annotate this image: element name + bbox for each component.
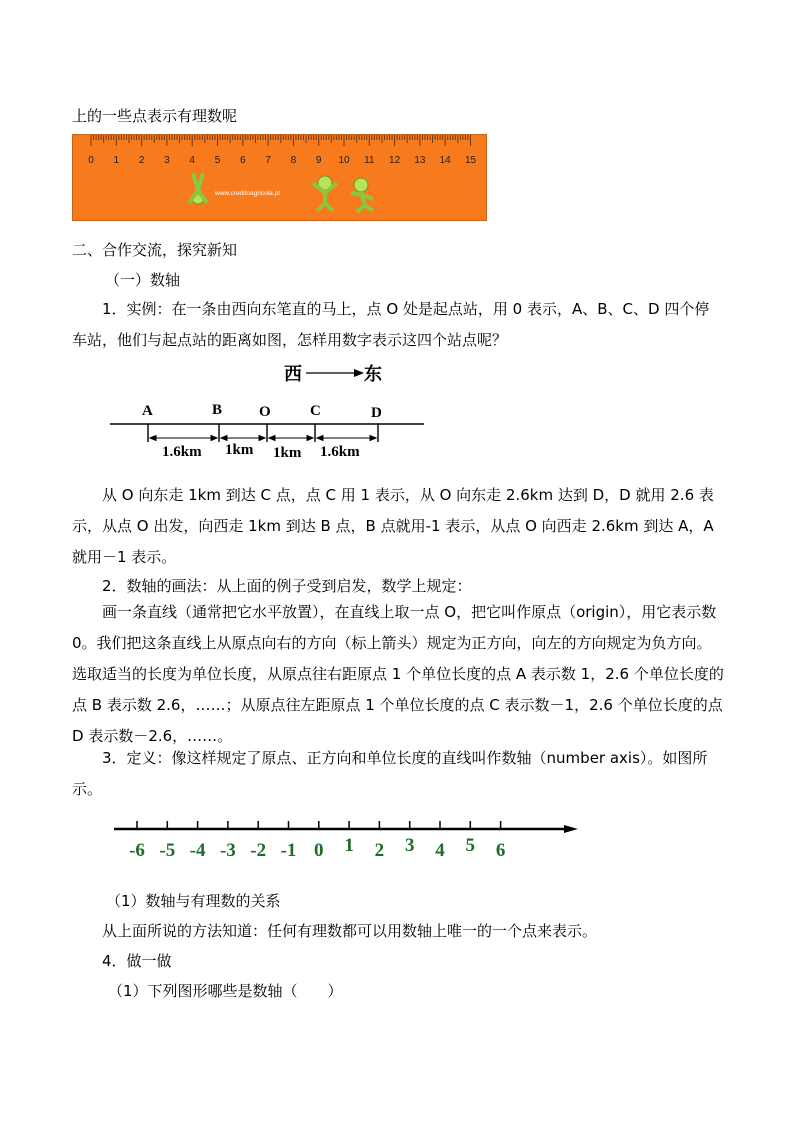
intro-line: 上的一些点表示有理数呢 (72, 107, 238, 125)
point-label-b: B (212, 402, 223, 418)
number-axis-label: -1 (280, 840, 297, 861)
ruler-graphic (73, 135, 486, 220)
point-label-o: O (259, 404, 271, 420)
relation-heading: （1）数轴与有理数的关系 (106, 892, 281, 910)
number-axis-label: 4 (435, 840, 445, 861)
number-axis-label: 0 (314, 840, 324, 861)
ruler-number: 13 (414, 155, 426, 166)
number-axis-label: -3 (219, 840, 236, 861)
definition-paragraph: 3．定义：像这样规定了原点、正方向和单位长度的直线叫作数轴（number axis）。如图所示。 (72, 749, 708, 798)
drawing-method-paragraph: 画一条直线（通常把它水平放置），在直线上取一点 O，把它叫作原点（origin），用它表示数 0。我们把这条直线上从原点向右的方向（标上箭头）规定为正方向，向左的方向规定为负方向。选取适当的长度为单位长度，从原点往右距原点 1 个单位长度的点 A 表示数 1，2.6 个单位长度的点 B 表示数 2.6，……；从原点往左距原点 1 个单位长度的点 C 表示数－1，2.6 个单位长度的点 D 表示数－2.6，……。 (72, 603, 724, 745)
number-axis-label: 5 (465, 835, 476, 856)
explanation-paragraph: 从 O 向东走 1km 到达 C 点，点 C 用 1 表示，从 O 向东走 2.6km 达到 D，D 就用 2.6 表示，从点 O 出发，向西走 1km 到达 B 点，B 点就用-1 表示，从点 O 向西走 2.6km 到达 A，A 就用－1 表示。 (72, 486, 714, 566)
ruler-number: 3 (164, 155, 170, 166)
ruler-number: 8 (290, 155, 297, 166)
number-axis-label: -4 (189, 840, 206, 861)
east-arrow-head (354, 369, 364, 377)
distance-label-2: 1km (225, 442, 254, 458)
ruler-number: 9 (315, 155, 322, 166)
number-axis-label: 6 (495, 840, 506, 861)
number-axis-label: -5 (159, 840, 176, 861)
point-label-a: A (142, 403, 153, 419)
example-paragraph: 1．实例：在一条由西向东笔直的马上，点 O 处是起点站，用 0 表示，A、B、C、D 四个停车站，他们与起点站的距离如图，怎样用数字表示这四个站点呢？ (72, 300, 710, 349)
ruler-number: 4 (189, 155, 195, 166)
point-label-c: C (310, 403, 321, 419)
number-axis-arrow (564, 825, 578, 833)
cartoon-figure-right (351, 178, 373, 212)
cartoon-figure-middle (313, 176, 337, 211)
subsection-heading: （一）数轴 (105, 271, 181, 289)
point-label-d: D (371, 405, 382, 421)
ruler-number: 10 (338, 155, 350, 166)
ruler-number: 2 (138, 155, 145, 166)
number-axis-label: -6 (129, 840, 145, 861)
ruler-number: 5 (214, 155, 221, 166)
distance-arrows (150, 436, 376, 441)
east-label: 东 (364, 364, 382, 385)
practice-heading: 4．做一做 (102, 952, 172, 970)
distance-label-3: 1km (273, 445, 302, 461)
distance-label-4: 1.6km (320, 444, 360, 460)
ruler-image (72, 134, 487, 221)
number-axis-label: 2 (374, 840, 385, 861)
number-axis-label: 1 (344, 835, 354, 856)
ruler-number: 1 (113, 155, 120, 166)
ruler-website: www.creditoagricola.pt (215, 190, 281, 197)
ruler-number: 15 (464, 155, 477, 166)
cartoon-figure-left (189, 173, 207, 204)
ruler-number: 14 (439, 155, 451, 166)
ruler-number: 0 (88, 155, 94, 166)
section-heading: 二、合作交流，探究新知 (72, 241, 238, 259)
ruler-number: 6 (240, 155, 246, 166)
practice-question: （1）下列图形哪些是数轴（ ） (108, 982, 343, 1000)
relation-text: 从上面所说的方法知道：任何有理数都可以用数轴上唯一的一个点来表示。 (102, 922, 598, 940)
west-label: 西 (284, 364, 302, 385)
number-axis-label: 3 (404, 835, 415, 856)
number-axis-label: -2 (250, 840, 267, 861)
ruler-number: 12 (389, 155, 401, 166)
direction-figure (108, 358, 428, 468)
drawing-method-heading: 2．数轴的画法：从上面的例子受到启发，数学上规定： (102, 577, 472, 595)
distance-label-1: 1.6km (162, 444, 202, 460)
ruler-number: 7 (265, 155, 271, 166)
number-axis-figure (112, 816, 582, 866)
ruler-number: 11 (364, 155, 375, 166)
